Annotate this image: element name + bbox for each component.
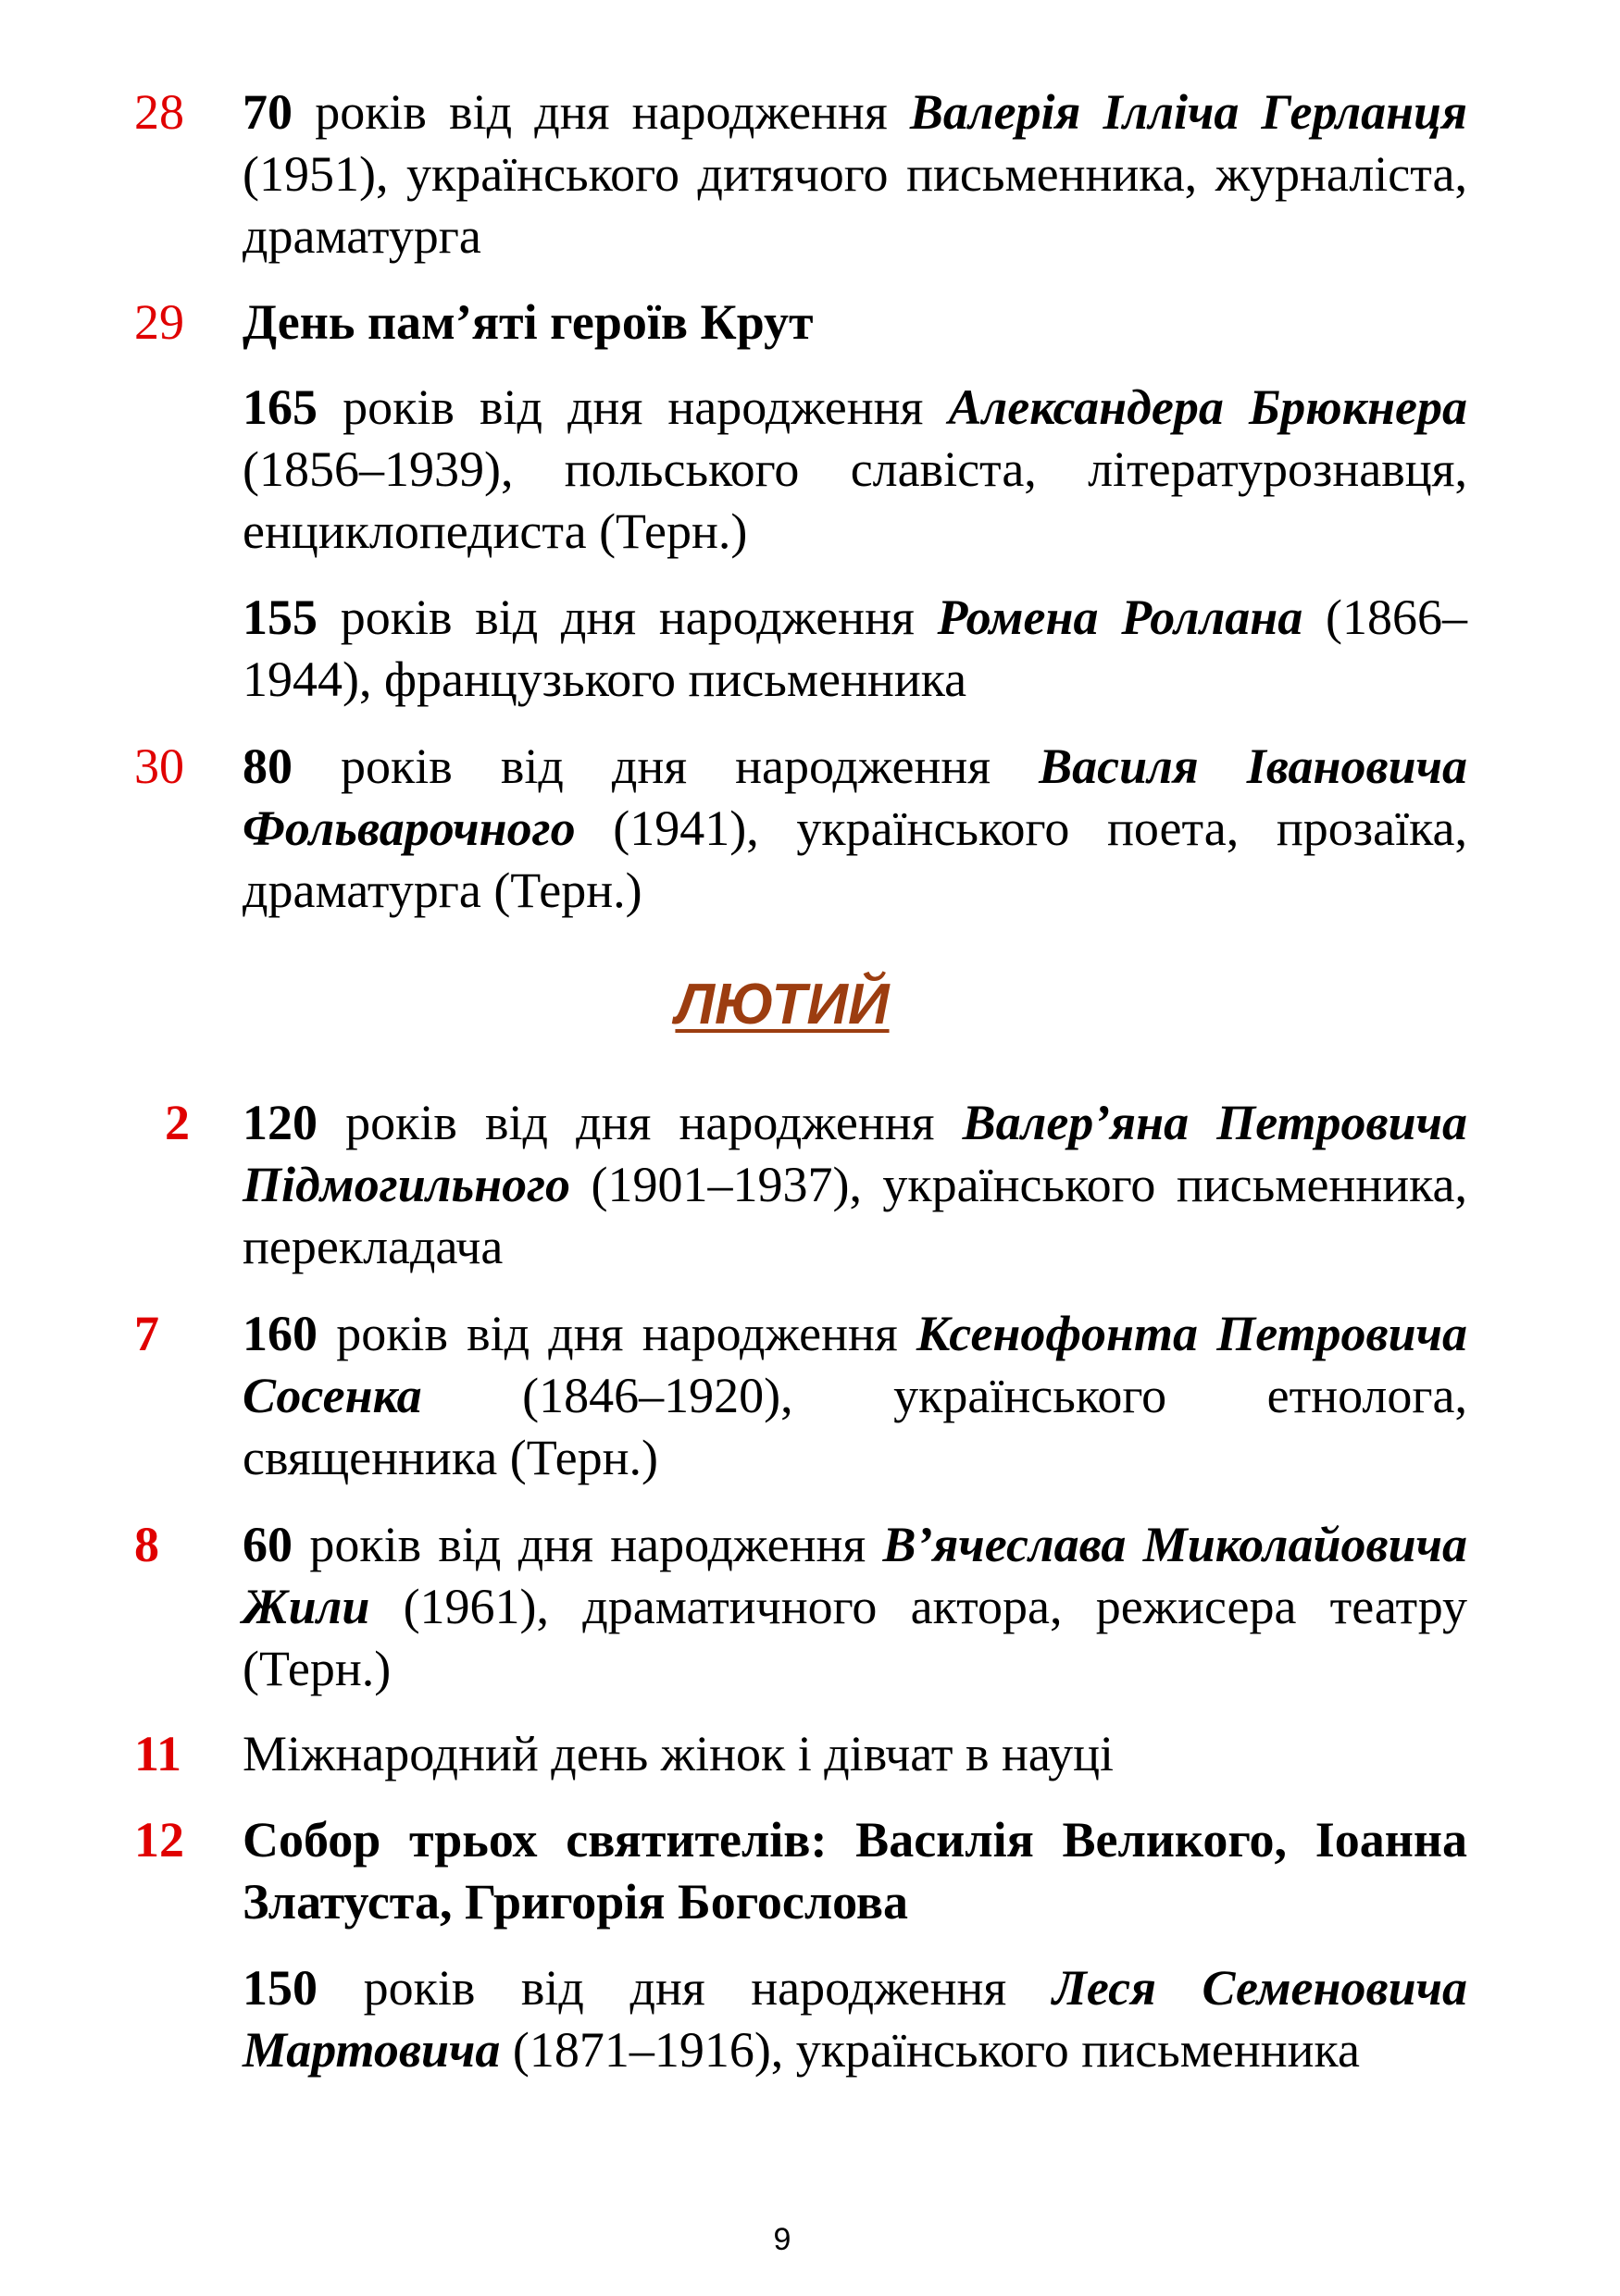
entry-text [243, 587, 1467, 711]
entry-phrase: років від дня народження [318, 1960, 1053, 2016]
entry-text [243, 1809, 1467, 1933]
entry-description: (1951), українського дитячого письменника, журналіста, драматурга [243, 146, 1467, 264]
entry-description: (1846–1920), українського етнолога, священника (Терн.) [243, 1368, 1467, 1485]
entry-date: 30 [134, 738, 184, 794]
entry-phrase: років від дня народження [293, 1517, 883, 1572]
person-name: Леся Семеновича Мартовича [243, 1960, 1468, 2078]
event-title: Міжнародний день жінок і дівчат в науці [243, 1726, 1114, 1781]
entry-text [243, 1723, 1467, 1785]
entry-date: 11 [134, 1726, 182, 1781]
person-name: Ксенофонта Петровича Сосенка [243, 1306, 1468, 1423]
entry-text [243, 1957, 1467, 2081]
event-title: Собор трьох святителів: Василія Великого, Іоанна Златуста, Григорія Богослова [243, 1812, 1467, 1930]
person-name: В’ячеслава Миколайовича Жили [243, 1517, 1467, 1634]
entry-phrase: років від дня народження [318, 590, 938, 645]
entry-phrase: років від дня народження [293, 84, 910, 140]
event-title: День пам’яті героїв Крут [243, 294, 814, 350]
entry-phrase: років від дня народження [293, 738, 1040, 794]
entry-text [243, 1092, 1467, 1278]
entry-description: (1961), драматичного актора, режисера театру (Терн.) [243, 1579, 1467, 1696]
entry-text [243, 1303, 1467, 1489]
entry-date: 8 [134, 1517, 159, 1572]
person-name: Валер’яна Петровича Підмогильного [243, 1095, 1467, 1212]
person-name: Александера Брюкнера [948, 379, 1468, 435]
entry-description: (1866–1944), французького письменника [243, 590, 1468, 707]
entry-description: (1871–1916), українського письменника [500, 2022, 1360, 2078]
entry-phrase: років від дня народження [318, 1095, 963, 1150]
entry-text [243, 292, 1467, 354]
years-number: 165 [243, 379, 318, 435]
years-number: 120 [243, 1095, 318, 1150]
entry-date: 2 [165, 1095, 190, 1150]
entry-description: (1901–1937), українського письменника, перекладача [243, 1157, 1467, 1274]
month-title: ЛЮТИЙ [675, 973, 890, 1036]
entry-phrase: років від дня народження [318, 379, 949, 435]
entry-date: 29 [134, 294, 184, 350]
years-number: 70 [243, 84, 293, 140]
entry-date: 28 [134, 84, 184, 140]
entry-text [243, 736, 1467, 922]
entry-text [243, 1514, 1467, 1700]
years-number: 150 [243, 1960, 318, 2016]
person-name: Валерія Ілліча Герланця [909, 84, 1468, 140]
entry-text [243, 81, 1467, 267]
person-name: Василя Івановича Фольварочного [243, 738, 1467, 856]
entry-description: (1856–1939), польського славіста, літературознавця, енциклопедиста (Терн.) [243, 441, 1467, 559]
entry-phrase: років від дня народження [318, 1306, 916, 1361]
entry-description: (1941), українського поета, прозаїка, драматурга (Терн.) [243, 800, 1467, 918]
years-number: 80 [243, 738, 293, 794]
years-number: 60 [243, 1517, 293, 1572]
years-number: 160 [243, 1306, 318, 1361]
page-number: 9 [773, 2222, 791, 2257]
entry-text [243, 377, 1467, 563]
years-number: 155 [243, 590, 318, 645]
entry-date: 12 [134, 1812, 184, 1868]
person-name: Ромена Роллана [937, 590, 1303, 645]
entry-date: 7 [134, 1306, 159, 1361]
